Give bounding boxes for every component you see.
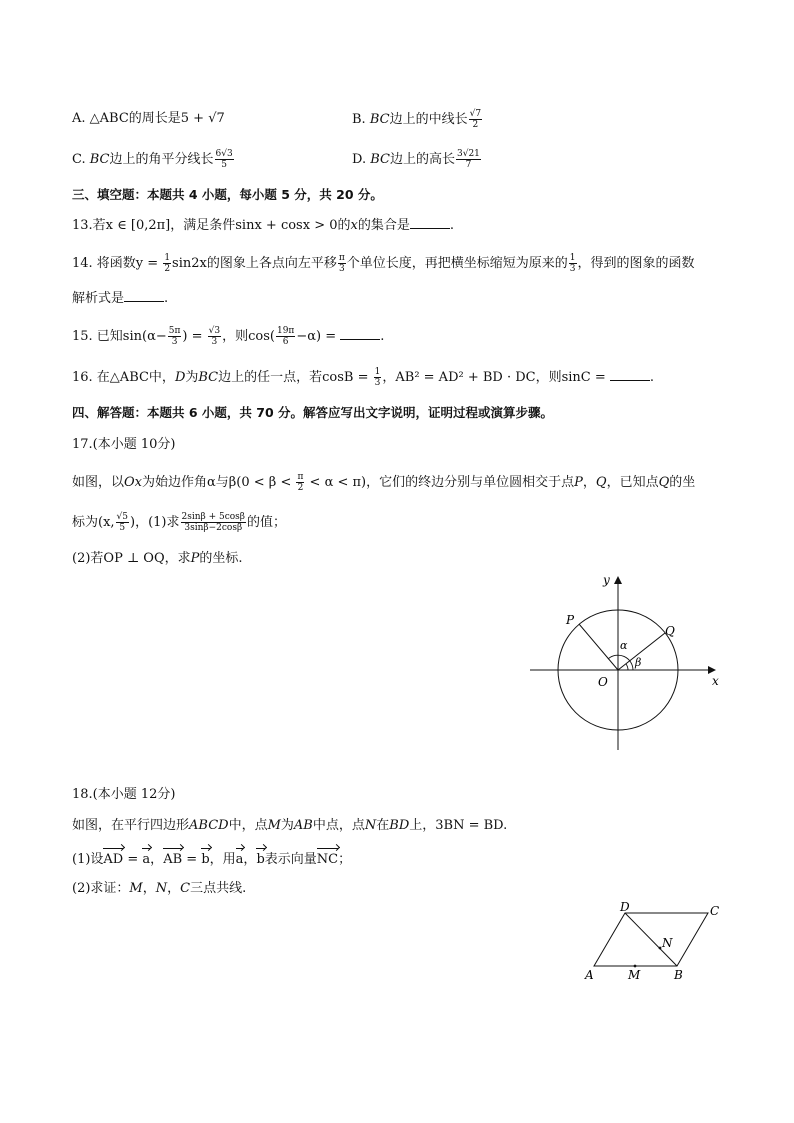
option-a-label: A. bbox=[72, 111, 90, 126]
question-14: 14. 将函数y = $\frac{1}{2}$ sin2x的图象上各点向左平移 $\frac{\pi}{3}$ 个单位长度，再把横坐标缩短为原来的 $\frac{1}{3}$ ，得到的图象的函数 bbox=[72, 253, 695, 274]
option-d bbox=[352, 149, 482, 170]
answer-blank-15 bbox=[340, 327, 380, 340]
option-a-text: △ABC的周长是5 + √7 bbox=[89, 111, 225, 126]
label-y: y bbox=[603, 573, 610, 587]
label-d: D bbox=[620, 900, 630, 914]
option-c-fraction: $\frac{6√3}{5}$ bbox=[215, 149, 233, 170]
section-4-heading: 四、解答题：本题共 6 小题，共 70 分。解答应写出文字说明，证明过程或演算步骤。 bbox=[72, 405, 554, 420]
angle-beta-arc bbox=[626, 664, 628, 670]
point-m bbox=[634, 965, 637, 968]
answer-blank-14 bbox=[124, 289, 164, 302]
label-m: M bbox=[628, 968, 641, 982]
option-b bbox=[352, 109, 483, 130]
question-14-line2: 解析式是 . bbox=[72, 291, 169, 306]
question-18-line3: (2)求证：M，N，C三点共线. bbox=[72, 881, 247, 896]
question-18-line1: 如图，在平行四边形ABCD中，点M为AB中点，点N在BD上，3BN = BD. bbox=[72, 818, 508, 833]
label-c: C bbox=[710, 904, 720, 918]
option-d-fraction: $\frac{3√21}{7}$ bbox=[457, 149, 480, 170]
label-n: N bbox=[662, 936, 673, 950]
label-alpha: α bbox=[620, 639, 628, 652]
label-p: P bbox=[566, 613, 575, 627]
question-18-line2: (1)设AD = a，AB = b，用a，b表示向量NC； bbox=[72, 847, 351, 870]
option-b-segment: BC bbox=[369, 112, 390, 127]
label-o: O bbox=[598, 675, 608, 689]
question-15: 15. 已知sin(α− $\frac{5\pi}{3}$ ) = $\frac{√3}{3}$ ，则cos( $\frac{19\pi}{6}$ −α) = . bbox=[72, 326, 385, 347]
option-b-label: B. bbox=[352, 112, 370, 127]
option-d-text: 边上的高长 bbox=[389, 152, 455, 167]
option-d-label: D. bbox=[352, 152, 371, 167]
option-c-text: 边上的角平分线长 bbox=[109, 152, 214, 167]
parallelogram-figure bbox=[580, 898, 730, 988]
question-17-line3: (2)若OP ⊥ OQ，求P的坐标. bbox=[72, 551, 243, 566]
question-18-title: 18.(本小题 12分) bbox=[72, 787, 176, 802]
label-b: B bbox=[674, 968, 683, 982]
option-b-text: 边上的中线长 bbox=[389, 112, 468, 127]
option-b-fraction: $\frac{√7}{2}$ bbox=[469, 109, 482, 130]
label-q: Q bbox=[665, 624, 675, 638]
option-d-segment: BC bbox=[370, 152, 390, 167]
option-c-segment: BC bbox=[89, 152, 110, 167]
answer-blank-16 bbox=[610, 368, 650, 381]
label-x: x bbox=[712, 674, 719, 688]
section-3-heading: 三、填空题：本题共 4 小题，每小题 5 分，共 20 分。 bbox=[72, 187, 383, 202]
label-a: A bbox=[585, 968, 594, 982]
option-a bbox=[72, 109, 225, 129]
point-n bbox=[659, 947, 662, 950]
question-17-title: 17.(本小题 10分) bbox=[72, 437, 176, 452]
question-16: 16. 在△ABC中，D为BC边上的任一点，若cosB = $\frac{1}{3}$ ，AB² = AD² + BD · DC，则sinC = . bbox=[72, 367, 655, 388]
label-beta: β bbox=[635, 656, 642, 669]
question-17-line2: 标为(x, $\frac{√5}{5}$ )，(1)求 $\frac{2\sin\beta + 5\cos\beta}{3\sin\beta-2\cos\beta}$ 的值； bbox=[72, 512, 287, 533]
question-13: 13.若x ∈ [0,2π]，满足条件sinx + cosx > 0的x的集合是 . bbox=[72, 218, 454, 233]
question-17-line1: 如图，以Ox为始边作角α与β(0 < β < $\frac{\pi}{2}$ < α < π)，它们的终边分别与单位圆相交于点P，Q，已知点Q的坐 bbox=[72, 472, 696, 493]
option-c-label: C. bbox=[72, 152, 90, 167]
unit-circle-figure bbox=[525, 572, 745, 752]
option-c bbox=[72, 149, 235, 170]
answer-blank-13 bbox=[410, 216, 450, 229]
ray-op bbox=[579, 624, 618, 670]
